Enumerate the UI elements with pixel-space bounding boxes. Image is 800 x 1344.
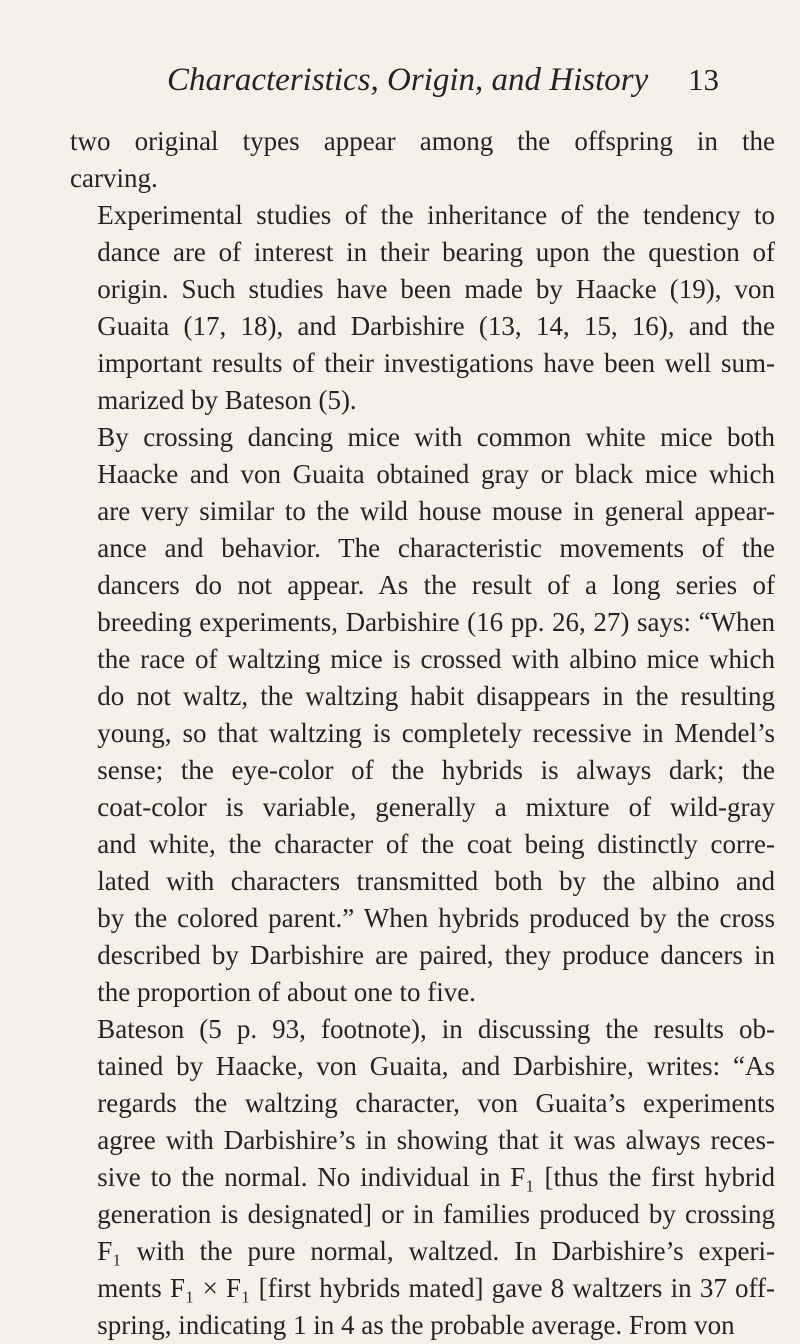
text-line: Haacke and von Guaita obtained gray or black mice which xyxy=(97,459,775,489)
text-line: generation is designated] or in families produced by crossing xyxy=(97,1199,775,1229)
text-line: breeding experiments, Darbishire (16 pp. 26, 27) says: “When xyxy=(97,607,775,637)
text-line: tained by Haacke, von Guaita, and Darbishire, writes: “As xyxy=(97,1051,775,1081)
text-line: dancers do not appear. As the result of a long series of xyxy=(97,570,775,600)
text-line: Bateson (5 p. 93, footnote), in discussing the results ob- xyxy=(97,1014,775,1044)
text-line: carving. xyxy=(70,163,158,193)
text-line: and white, the character of the coat being distinctly corre- xyxy=(97,829,775,859)
page-number: 13 xyxy=(688,62,719,97)
chapter-title: Characteristics, Origin, and History xyxy=(167,62,649,98)
text-line: coat-color is variable, generally a mixture of wild-gray xyxy=(97,792,775,822)
text-line: F₁ with the pure normal, waltzed. In Darbishire’s experi- xyxy=(97,1236,775,1266)
text-line: by the colored parent.” When hybrids produced by the cross xyxy=(97,903,775,933)
paragraph xyxy=(70,419,775,1011)
text-line: two original types appear among the offspring in the xyxy=(70,126,775,156)
paragraph xyxy=(70,197,775,419)
paragraph xyxy=(70,1011,775,1344)
text-line: described by Darbishire are paired, they produce dancers in xyxy=(97,940,775,970)
text-line: Experimental studies of the inheritance of the tendency to xyxy=(97,200,775,230)
text-line: lated with characters transmitted both by the albino and xyxy=(97,866,775,896)
text-line: dance are of interest in their bearing upon the question of xyxy=(97,237,775,267)
text-line: young, so that waltzing is completely recessive in Mendel’s xyxy=(97,718,775,748)
text-line: sive to the normal. No individual in F₁ [thus the first hybrid xyxy=(97,1162,775,1192)
text-line: By crossing dancing mice with common white mice both xyxy=(97,422,775,452)
text-line: agree with Darbishire’s in showing that it was always reces- xyxy=(97,1125,775,1155)
text-line: important results of their investigations have been well sum- xyxy=(97,348,775,378)
text-line: Guaita (17, 18), and Darbishire (13, 14, 15, 16), and the xyxy=(97,311,775,341)
paragraph xyxy=(70,123,775,197)
text-line: ance and behavior. The characteristic movements of the xyxy=(97,533,775,563)
text-line: do not waltz, the waltzing habit disappears in the resulting xyxy=(97,681,775,711)
text-line: are very similar to the wild house mouse in general appear- xyxy=(97,496,775,526)
text-line: origin. Such studies have been made by Haacke (19), von xyxy=(97,274,775,304)
running-head xyxy=(167,60,767,100)
text-line: spring, indicating 1 in 4 as the probable average. From von xyxy=(97,1310,735,1340)
text-line: marized by Bateson (5). xyxy=(97,385,357,415)
text-line: sense; the eye-color of the hybrids is always dark; the xyxy=(97,755,775,785)
text-line: the proportion of about one to five. xyxy=(97,977,476,1007)
text-line: regards the waltzing character, von Guaita’s experiments xyxy=(97,1088,775,1118)
text-line: ments F₁ × F₁ [first hybrids mated] gave 8 waltzers in 37 off- xyxy=(97,1273,775,1303)
body-text xyxy=(70,123,775,1344)
text-line: the race of waltzing mice is crossed with albino mice which xyxy=(97,644,775,674)
